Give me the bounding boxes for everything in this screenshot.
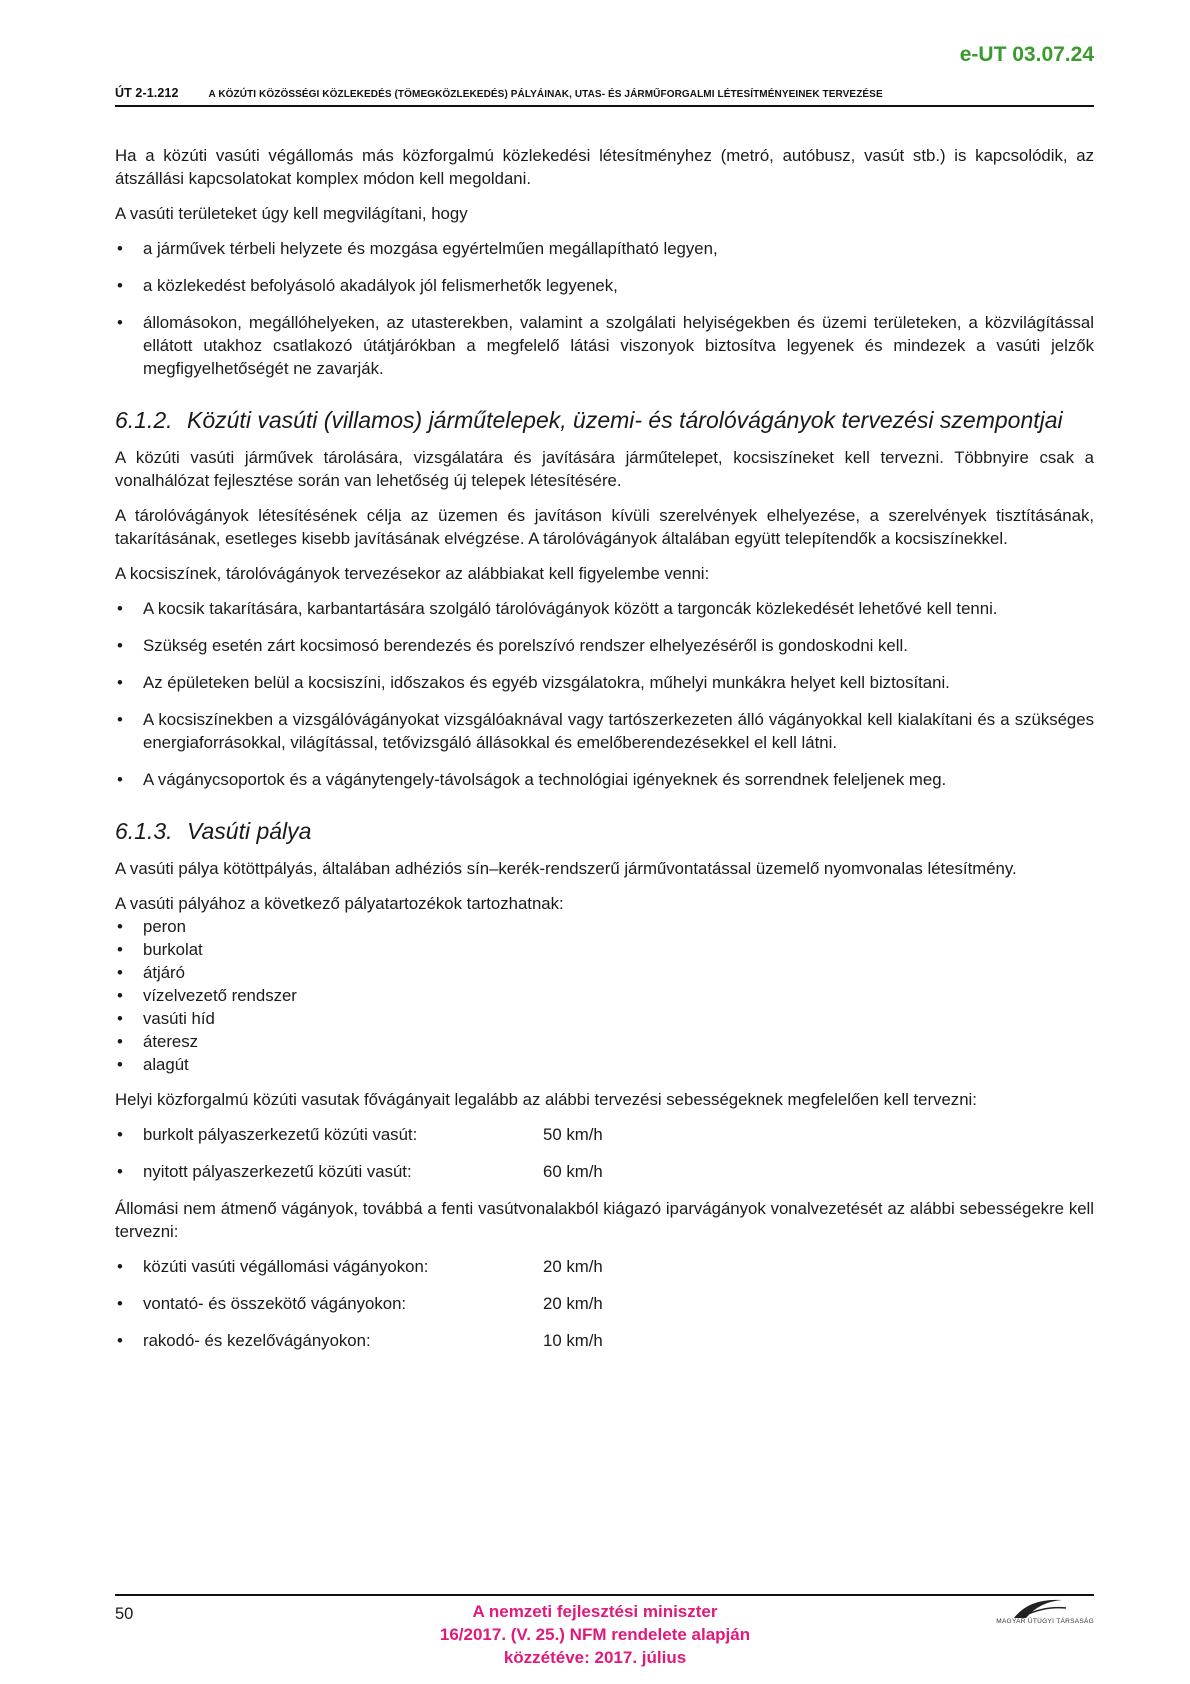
bullet-list: [115, 597, 1094, 791]
bullet-icon: •: [117, 1055, 123, 1074]
bullet-icon: •: [117, 1125, 123, 1144]
section-number: 6.1.2.: [115, 407, 173, 433]
bullet-icon: •: [117, 770, 123, 789]
speed-item: • közúti vasúti végállomási vágányokon: 20 km/h: [117, 1257, 603, 1276]
bullet-icon: •: [117, 986, 123, 1005]
list-item: • állomásokon, megállóhelyeken, az utasterekben, valamint a szolgálati helyiségekben és üzemi területeken, a közvilágítással ellátott utakhoz csatlakozó útátjárókban a megfelelő látási viszonyok biztosítva legyenek és mindezek a vasúti jelzők megfigyelhetőségét ne zavarják.: [117, 313, 1094, 378]
bullet-icon: •: [117, 917, 123, 936]
speed-item: • vontató- és összekötő vágányokon: 20 km/h: [117, 1294, 603, 1313]
bullet-icon: •: [117, 1294, 123, 1313]
bullet-icon: •: [117, 239, 123, 258]
speed-value: 20 km/h: [543, 1257, 603, 1276]
list-item: • átjáró: [117, 963, 185, 982]
section-title: Közúti vasúti (villamos) járműtelepek, üzemi- és tárolóvágányok tervezési szempontjai: [187, 407, 1063, 433]
section-heading: [115, 817, 1094, 845]
bullet-icon: •: [117, 313, 123, 332]
bullet-list: [115, 237, 1094, 380]
list-item: • a közlekedést befolyásoló akadályok jól felismerhetők legyenek,: [117, 276, 618, 295]
standard-code: ÚT 2-1.212: [115, 86, 179, 100]
section-title: Vasúti pálya: [187, 818, 312, 844]
speed-list: [115, 1255, 1094, 1352]
paragraph: A tárolóvágányok létesítésének célja az üzemen és javításon kívüli szerelvények elhelyezése, a szerelvények tisztításának, takarításának, esetleges kisebb javításának elvégzése. A tárolóvágányok általában együtt telepítendők a kocsiszínekkel.: [115, 506, 1094, 548]
speed-value: 10 km/h: [543, 1331, 603, 1350]
section-number: 6.1.3.: [115, 818, 173, 844]
list-item: • alagút: [117, 1055, 189, 1074]
list-item: • vasúti híd: [117, 1009, 215, 1028]
logo-caption: MAGYAR ÚTÜGYI TÁRSASÁG: [996, 1618, 1094, 1625]
list-item: • A kocsiszínekben a vizsgálóvágányokat vizsgálóaknával vagy tartószerkezeten álló vágányokkal kell kialakítani és a szükséges energiaforrásokkal, világítással, tetővizsgáló állásokkal és emelőberendezésekkel el kell látni.: [117, 710, 1094, 752]
bullet-icon: •: [117, 710, 123, 729]
bullet-icon: •: [117, 599, 123, 618]
bullet-icon: •: [117, 1032, 123, 1051]
document-code: e-UT 03.07.24: [959, 43, 1094, 66]
paragraph: Ha a közúti vasúti végállomás más közforgalmú közlekedési létesítményhez (metró, autóbusz, vasút stb.) is kapcsolódik, az átszállási kapcsolatokat komplex módon kell megoldani.: [115, 146, 1094, 188]
paragraph: A vasúti pálya kötöttpályás, általában adhéziós sín–kerék-rendszerű járművontatással üzemelő nyomvonalas létesítmény.: [115, 859, 1017, 878]
bullet-icon: •: [117, 1257, 123, 1276]
page-number: 50: [115, 1605, 134, 1623]
speed-list: [115, 1123, 1094, 1183]
paragraph: Helyi közforgalmú közúti vasutak fővágányait legalább az alábbi tervezési sebességeknek megfelelően kell tervezni:: [115, 1090, 977, 1109]
accessory-list: [115, 915, 1094, 1076]
bullet-icon: •: [117, 1331, 123, 1350]
paragraph: A közúti vasúti járművek tárolására, vizsgálatára és javítására járműtelepet, kocsiszíneket kell tervezni. Többnyire csak a vonalhálózat fejlesztése során van lehetőség új telepek létesítésére.: [115, 448, 1094, 490]
bullet-icon: •: [117, 636, 123, 655]
page-header: [115, 86, 1094, 107]
page-content: [115, 144, 1094, 1366]
paragraph: A vasúti területeket úgy kell megvilágítani, hogy: [115, 204, 468, 223]
paragraph: A kocsiszínek, tárolóvágányok tervezésekor az alábbiakat kell figyelembe venni:: [115, 564, 710, 583]
speed-item: • nyitott pályaszerkezetű közúti vasút: 60 km/h: [117, 1162, 603, 1181]
speed-value: 20 km/h: [543, 1294, 603, 1313]
bullet-icon: •: [117, 276, 123, 295]
list-item: • áteresz: [117, 1032, 199, 1051]
speed-value: 60 km/h: [543, 1162, 603, 1181]
list-item: • Szükség esetén zárt kocsimosó berendezés és porelszívó rendszer elhelyezéséről is gondoskodni kell.: [117, 636, 908, 655]
standard-title: A KÖZÚTI KÖZÖSSÉGI KÖZLEKEDÉS (TÖMEGKÖZLEKEDÉS) PÁLYÁINAK, UTAS- ÉS JÁRMŰFORGALMI LÉTESÍTMÉNYEINEK TERVEZÉSE: [208, 89, 883, 100]
section-heading: [115, 406, 1094, 434]
paragraph: Állomási nem átmenő vágányok, továbbá a fenti vasútvonalakból kiágazó iparvágányok vonalvezetését az alábbi sebességekre kell tervezni:: [115, 1199, 1094, 1241]
paragraph: A vasúti pályához a következő pályatartozékok tartozhatnak:: [115, 894, 564, 913]
bullet-icon: •: [117, 963, 123, 982]
speed-item: • burkolt pályaszerkezetű közúti vasút: 50 km/h: [117, 1125, 603, 1144]
speed-value: 50 km/h: [543, 1125, 603, 1144]
bullet-icon: •: [117, 673, 123, 692]
bullet-icon: •: [117, 940, 123, 959]
list-item: • burkolat: [117, 940, 203, 959]
list-item: • a járművek térbeli helyzete és mozgása egyértelműen megállapítható legyen,: [117, 239, 718, 258]
list-item: • A kocsik takarítására, karbantartására szolgáló tárolóvágányok között a targoncák közlekedését lehetővé kell tenni.: [117, 599, 998, 618]
list-item: • Az épületeken belül a kocsiszíni, időszakos és egyéb vizsgálatokra, műhelyi munkákra helyet kell biztosítani.: [117, 673, 950, 692]
bullet-icon: •: [117, 1009, 123, 1028]
speed-item: • rakodó- és kezelővágányokon: 10 km/h: [117, 1331, 603, 1350]
bullet-icon: •: [117, 1162, 123, 1181]
list-item: • peron: [117, 917, 186, 936]
list-item: • vízelvezető rendszer: [117, 986, 297, 1005]
list-item: • A vágánycsoportok és a vágánytengely-távolságok a technológiai igényeknek és sorrendnek feleljenek meg.: [117, 770, 947, 789]
publication-note: A nemzeti fejlesztési miniszter 16/2017. (V. 25.) NFM rendelete alapján közzétéve: 2017. július: [439, 1602, 751, 1667]
